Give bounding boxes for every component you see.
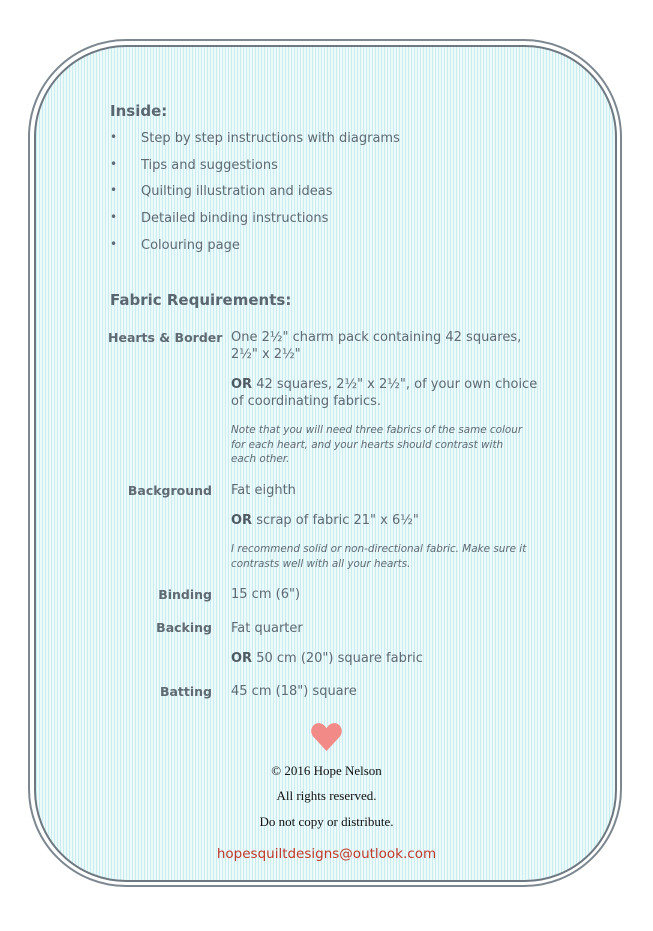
contact-email-link[interactable]: hopesquiltdesigns@outlook.com	[216, 846, 437, 862]
background-value: Fat eighth	[231, 483, 296, 498]
hearts-border-value: One 2½" charm pack containing 42 squares, 2½" x 2½"	[231, 330, 522, 362]
binding-value: 15 cm (6")	[231, 587, 301, 602]
background-label: Background	[127, 483, 212, 498]
backing-label: Backing	[156, 620, 212, 635]
hearts-border-alternative: OR 42 squares, 2½" x 2½", of your own choice of coordinating fabrics.	[231, 377, 538, 409]
hearts-border-label: Hearts & Border	[108, 330, 223, 345]
batting-value: 45 cm (18") square	[231, 684, 357, 699]
batting-label: Batting	[159, 684, 212, 699]
backing-value: Fat quarter	[231, 621, 303, 636]
rights-line: All rights reserved.	[276, 788, 377, 803]
background-note: I recommend solid or non-directional fabric. Make sure it contrasts well with all your hearts.	[231, 543, 527, 570]
inside-heading: Inside:	[110, 102, 168, 120]
notice-line: Do not copy or distribute.	[259, 814, 394, 829]
fabric-requirements-heading: Fabric Requirements:	[110, 291, 292, 309]
copyright-line: © 2016 Hope Nelson	[271, 763, 382, 778]
backing-alternative: OR 50 cm (20") square fabric	[231, 651, 423, 666]
hearts-border-note: Note that you will need three fabrics of the same colour for each heart, and your hearts should contrast with each other.	[231, 424, 523, 465]
binding-label: Binding	[158, 587, 212, 602]
heart-icon	[310, 720, 343, 753]
background-alternative: OR scrap of fabric 21" x 6½"	[231, 513, 419, 528]
